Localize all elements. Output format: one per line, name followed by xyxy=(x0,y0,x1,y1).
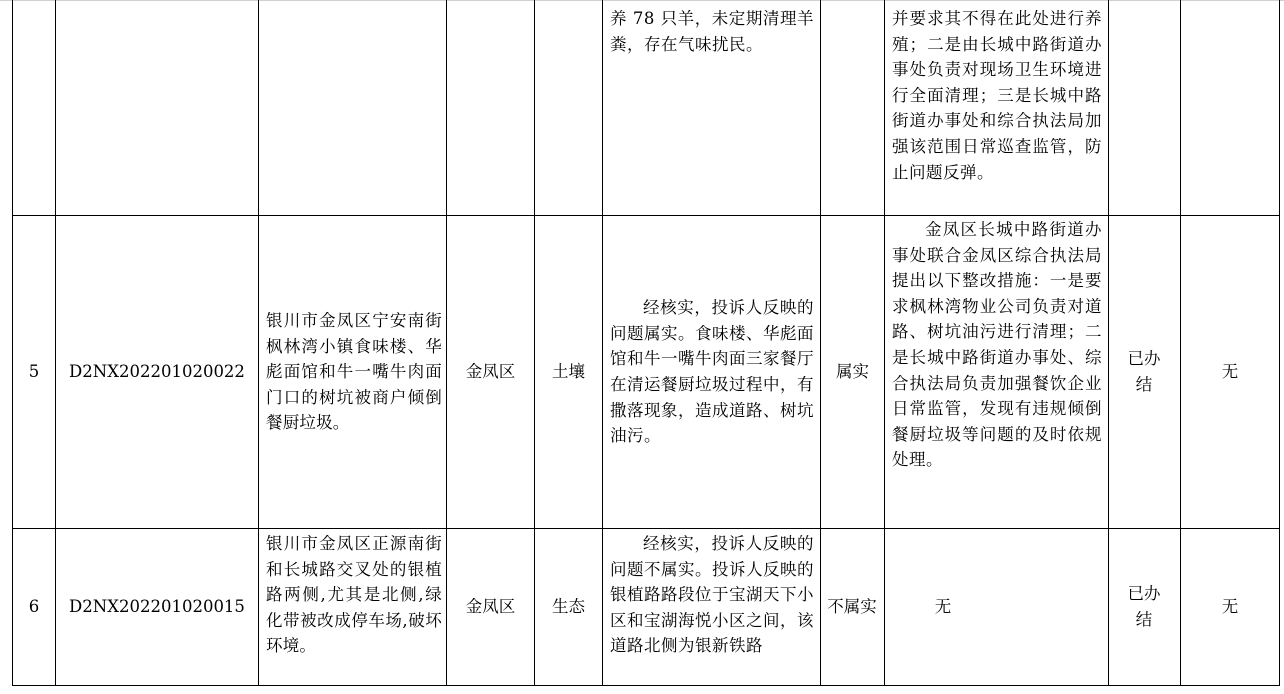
category: 土壤 xyxy=(552,362,585,382)
case-id: D2NX202201020015 xyxy=(69,597,245,617)
verdict-cell xyxy=(826,529,878,685)
column-divider xyxy=(258,0,259,686)
measures-cell xyxy=(892,217,1102,528)
measures-cell xyxy=(892,6,1102,214)
complaint-content-cell xyxy=(266,216,442,528)
verdict: 属实 xyxy=(836,362,869,382)
district: 金凤区 xyxy=(465,362,516,382)
remark: 无 xyxy=(1221,362,1239,382)
finding-cell xyxy=(610,6,814,211)
finding-cell xyxy=(610,531,814,685)
remark: 无 xyxy=(1221,597,1239,617)
measures-cell xyxy=(885,529,1001,685)
verdict: 不属实 xyxy=(827,597,877,617)
case-id-cell xyxy=(56,529,258,685)
measures-text: 无 xyxy=(934,597,952,617)
remark-cell xyxy=(1181,216,1279,528)
column-divider xyxy=(1108,0,1109,686)
row-number: 6 xyxy=(28,597,40,617)
district-cell xyxy=(447,216,534,528)
measures-text: 金凤区长城中路街道办事处联合金凤区综合执法局提出以下整改措施：一是要求枫林湾物业公司负责对道路、树坑油污进行清理；二是长城中路街道办事处、综合执法局负责加强餐饮企业日常监管，发现有违规倾倒餐厨垃圾等问题的及时依规处理。 xyxy=(892,220,1102,470)
category: 生态 xyxy=(552,597,585,617)
row-number-cell xyxy=(13,529,55,685)
category-cell xyxy=(535,216,602,528)
verdict-cell xyxy=(821,216,884,528)
finding-text: 经核实，投诉人反映的问题属实。食味楼、华彪面馆和牛一嘴牛肉面三家餐厅在清运餐厨垃圾过程中，有撒落现象，造成道路、树坑油污。 xyxy=(610,298,814,446)
district: 金凤区 xyxy=(465,597,516,617)
measures-text: 并要求其不得在此处进行养殖；二是由长城中路街道办事处负责对现场卫生环境进行全面清理；三是长城中路街道办事处和综合执法局加强该范围日常巡查监管，防止问题反弹。 xyxy=(892,9,1102,182)
column-divider xyxy=(602,0,603,686)
complaint-content: 银川市金凤区正源南街和长城路交叉处的银植路两侧,尤其是北侧,绿化带被改成停车场,破坏环境。 xyxy=(266,534,442,656)
case-id-cell xyxy=(56,216,258,528)
case-id: D2NX202201020022 xyxy=(69,362,245,382)
complaint-content: 银川市金凤区宁安南街枫林湾小镇食味楼、华彪面馆和牛一嘴牛肉面门口的树坑被商户倾倒餐厨垃圾。 xyxy=(266,311,442,433)
top-edge-line xyxy=(0,0,1284,1)
category-cell xyxy=(535,529,602,685)
district-cell xyxy=(447,529,534,685)
table-bottom-border xyxy=(12,685,1280,686)
table-right-border xyxy=(1279,0,1280,686)
finding-text: 养 78 只羊，未定期清理羊粪，存在气味扰民。 xyxy=(610,9,814,54)
finding-cell xyxy=(610,216,814,528)
complaint-content-cell xyxy=(266,531,442,685)
finding-text: 经核实，投诉人反映的问题不属实。投诉人反映的银植路路段位于宝湖天下小区和宝湖海悦小区之间，该道路北侧为银新铁路 xyxy=(610,534,814,656)
row-number-cell xyxy=(13,216,55,528)
row-number: 5 xyxy=(28,362,40,382)
status: 已办结 xyxy=(1127,584,1161,629)
status-cell xyxy=(1124,216,1164,528)
remark-cell xyxy=(1181,529,1279,685)
status: 已办结 xyxy=(1127,349,1161,394)
status-cell xyxy=(1124,529,1164,685)
